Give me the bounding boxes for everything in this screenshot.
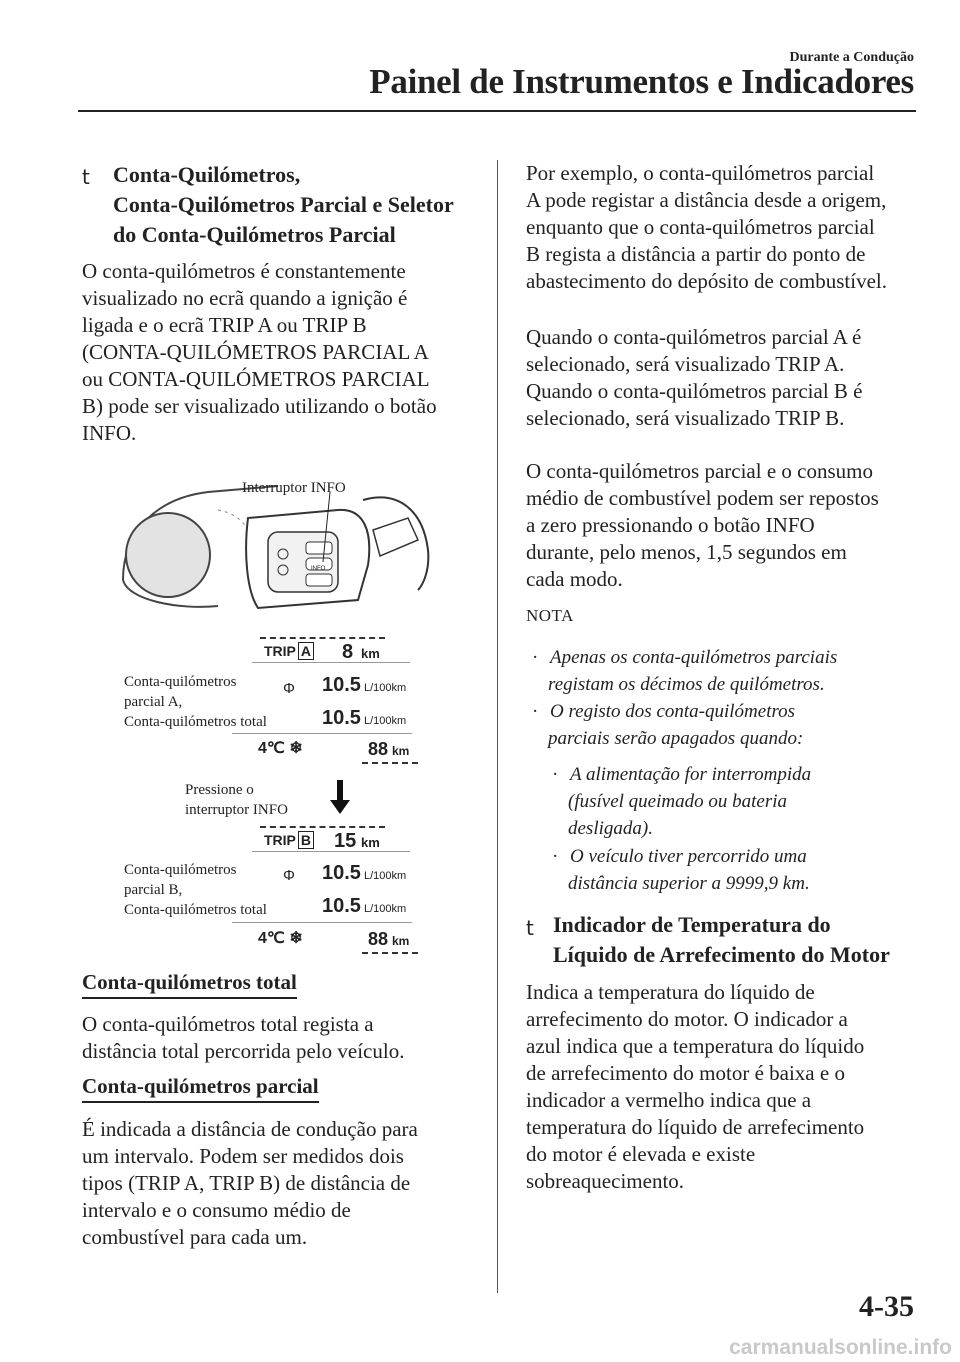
display-b-trip [264, 832, 314, 848]
odo-dash-b [362, 952, 418, 954]
label-line: parcial A, [124, 694, 183, 710]
display-b-top-dash [260, 826, 385, 828]
fuel-unit-a2: L/100km [364, 715, 407, 727]
bullet-dot: · [532, 647, 539, 668]
display-a-rule2 [232, 733, 412, 734]
text-line: combustível para cada um. [82, 1225, 308, 1249]
fuel-icon: Φ [283, 680, 295, 697]
header-rule [78, 110, 916, 112]
text-line: abastecimento do depósito de combustível. [526, 269, 887, 293]
note-line: O veículo tiver percorrido uma [570, 846, 807, 867]
label-line: Conta-quilómetros total [124, 714, 267, 730]
text-line: A pode registar a distância desde a origem, [526, 188, 887, 212]
text-line: sobreaquecimento. [526, 1169, 685, 1193]
fuel-value-b1: 10.5 [322, 862, 361, 884]
text-line: (CONTA-QUILÓMETROS PARCIAL A [82, 340, 429, 364]
display-a-distance: 8 [342, 641, 354, 663]
info-button-label: INFO [311, 566, 326, 572]
text-line: Indica a temperatura do líquido de [526, 980, 815, 1004]
press-info-label [185, 780, 288, 820]
text-line: tipos (TRIP A, TRIP B) de distância de [82, 1171, 411, 1195]
note-line: O registo dos conta-quilómetros [550, 701, 796, 722]
fuel-value-b2: 10.5 [322, 895, 361, 917]
paragraph-reset [526, 458, 879, 593]
odo-dash-a [362, 762, 418, 764]
display-b-rule2 [232, 922, 412, 923]
text-line: É indicada a distância de condução para [82, 1117, 418, 1141]
text-line: selecionado, será visualizado TRIP A. [526, 352, 845, 376]
heading-line: Líquido de Arrefecimento do Motor [553, 942, 890, 967]
odo-unit-a: km [392, 744, 410, 758]
section-label: Durante a Condução [789, 50, 914, 65]
text-line: O conta-quilómetros é constantemente [82, 259, 406, 283]
note-line: Apenas os conta-quilómetros parciais [550, 647, 838, 668]
text-line: O conta-quilómetros total regista a [82, 1012, 374, 1036]
text-line: ligada e o ecrã TRIP A ou TRIP B [82, 313, 367, 337]
text-line: O conta-quilómetros parcial e o consumo [526, 459, 873, 483]
text-line: visualizado no ecrã quando a ignição é [82, 286, 408, 310]
label-line: Conta-quilómetros [124, 674, 237, 690]
bullet-dot: · [532, 701, 539, 722]
temp-unit: ℃ [266, 740, 285, 757]
info-switch-label: Interruptor INFO [242, 480, 346, 496]
trip-letter: B [298, 831, 314, 849]
display-b-rule [252, 851, 410, 852]
text-line: médio de combustível podem ser repostos [526, 486, 879, 510]
trip-label: TRIP [264, 832, 296, 848]
temp-value: 4 [258, 930, 267, 947]
label-line: Conta-quilómetros [124, 862, 237, 878]
note-sub-item-2 [552, 843, 810, 897]
footer-watermark: carmanualsonline.info [729, 1336, 952, 1359]
display-a-top-dash [260, 637, 385, 639]
display-b-unit: km [361, 835, 380, 850]
intro-paragraph [82, 258, 437, 447]
section-heading-odometer [113, 160, 454, 250]
heading-bullet: t [82, 165, 90, 189]
trip-subheading-wrap [82, 1074, 319, 1103]
display-a-trip [264, 643, 314, 659]
display-a-unit: km [361, 646, 380, 661]
bullet-dot: · [552, 764, 559, 785]
fuel-icon: Φ [283, 867, 295, 884]
fuel-unit-b1: L/100km [364, 870, 407, 882]
note-title: NOTA [526, 606, 574, 625]
note-line: registam os décimos de quilómetros. [548, 674, 825, 695]
arrow-down-icon [330, 780, 350, 816]
display-a-rule [252, 662, 410, 663]
text-line: B) pode ser visualizado utilizando o botão [82, 394, 437, 418]
text-line: azul indica que a temperatura do líquido [526, 1034, 865, 1058]
temp-b [258, 928, 303, 948]
label-line: interruptor INFO [185, 802, 288, 818]
label-trip-a [124, 672, 267, 732]
snowflake-icon: ❄ [289, 930, 303, 947]
note-item-2 [532, 698, 803, 752]
note-sub-item-1 [552, 761, 811, 842]
note-line: desligada). [568, 818, 653, 839]
column-divider [497, 160, 498, 1293]
text-line: B regista a distância a partir do ponto de [526, 242, 866, 266]
odo-value-b: 88 [368, 929, 389, 949]
label-line: Pressione o [185, 782, 254, 798]
text-line: distância total percorrida pelo veículo. [82, 1039, 405, 1063]
temp-unit: ℃ [266, 930, 285, 947]
bullet-dot: · [552, 846, 559, 867]
heading-line: do Conta-Quilómetros Parcial [113, 222, 396, 247]
snowflake-icon: ❄ [289, 740, 303, 757]
odo-value-a: 88 [368, 739, 389, 759]
text-line: do motor é elevada e existe [526, 1142, 756, 1166]
text-line: um intervalo. Podem ser medidos dois [82, 1144, 404, 1168]
text-line: Quando o conta-quilómetros parcial A é [526, 325, 862, 349]
odometer-paragraph [82, 1011, 404, 1065]
text-line: indicador a vermelho indica que a [526, 1088, 812, 1112]
paragraph-coolant [526, 979, 864, 1195]
label-line: Conta-quilómetros total [124, 902, 267, 918]
heading-bullet: t [526, 916, 534, 940]
fuel-value-a2: 10.5 [322, 707, 361, 729]
odometer-subheading: Conta-quilómetros total [82, 970, 297, 999]
text-line: Por exemplo, o conta-quilómetros parcial [526, 161, 875, 185]
temp-value: 4 [258, 740, 267, 757]
text-line: intervalo e o consumo médio de [82, 1198, 351, 1222]
page-number: 4-35 [859, 1290, 914, 1323]
note-line: distância superior a 9999,9 km. [568, 873, 810, 894]
paragraph-selection [526, 324, 862, 432]
heading-line: Indicador de Temperatura do [553, 912, 831, 937]
fuel-unit-a1: L/100km [364, 682, 407, 694]
note-item-1 [532, 644, 837, 698]
odometer-subheading-wrap [82, 970, 297, 999]
trip-letter: A [298, 642, 314, 660]
trip-label: TRIP [264, 643, 296, 659]
note-line: parciais serão apagados quando: [548, 728, 804, 749]
display-b-distance: 15 [334, 830, 357, 852]
trip-subheading: Conta-quilómetros parcial [82, 1074, 319, 1103]
trip-paragraph [82, 1116, 418, 1251]
text-line: temperatura do líquido de arrefecimento [526, 1115, 865, 1139]
text-line: enquanto que o conta-quilómetros parcial [526, 215, 875, 239]
page-title: Painel de Instrumentos e Indicadores [369, 62, 914, 101]
text-line: cada modo. [526, 567, 623, 591]
paragraph-example [526, 160, 887, 295]
text-line: de arrefecimento do motor é baixa e o [526, 1061, 845, 1085]
text-line: durante, pelo menos, 1,5 segundos em [526, 540, 847, 564]
text-line: selecionado, será visualizado TRIP B. [526, 406, 845, 430]
note-line: (fusível queimado ou bateria [568, 791, 787, 812]
section-heading-coolant [553, 910, 890, 970]
label-line: parcial B, [124, 882, 183, 898]
text-line: a zero pressionando o botão INFO [526, 513, 815, 537]
text-line: Quando o conta-quilómetros parcial B é [526, 379, 863, 403]
heading-line: Conta-Quilómetros Parcial e Seletor [113, 192, 454, 217]
fuel-unit-b2: L/100km [364, 903, 407, 915]
text-line: ou CONTA-QUILÓMETROS PARCIAL [82, 367, 430, 391]
text-line: INFO. [82, 421, 137, 445]
note-line: A alimentação for interrompida [570, 764, 812, 785]
temp-a [258, 738, 303, 758]
odo-unit-b: km [392, 934, 410, 948]
fuel-value-a1: 10.5 [322, 674, 361, 696]
text-line: arrefecimento do motor. O indicador a [526, 1007, 848, 1031]
label-trip-b [124, 860, 267, 920]
heading-line: Conta-Quilómetros, [113, 162, 301, 187]
